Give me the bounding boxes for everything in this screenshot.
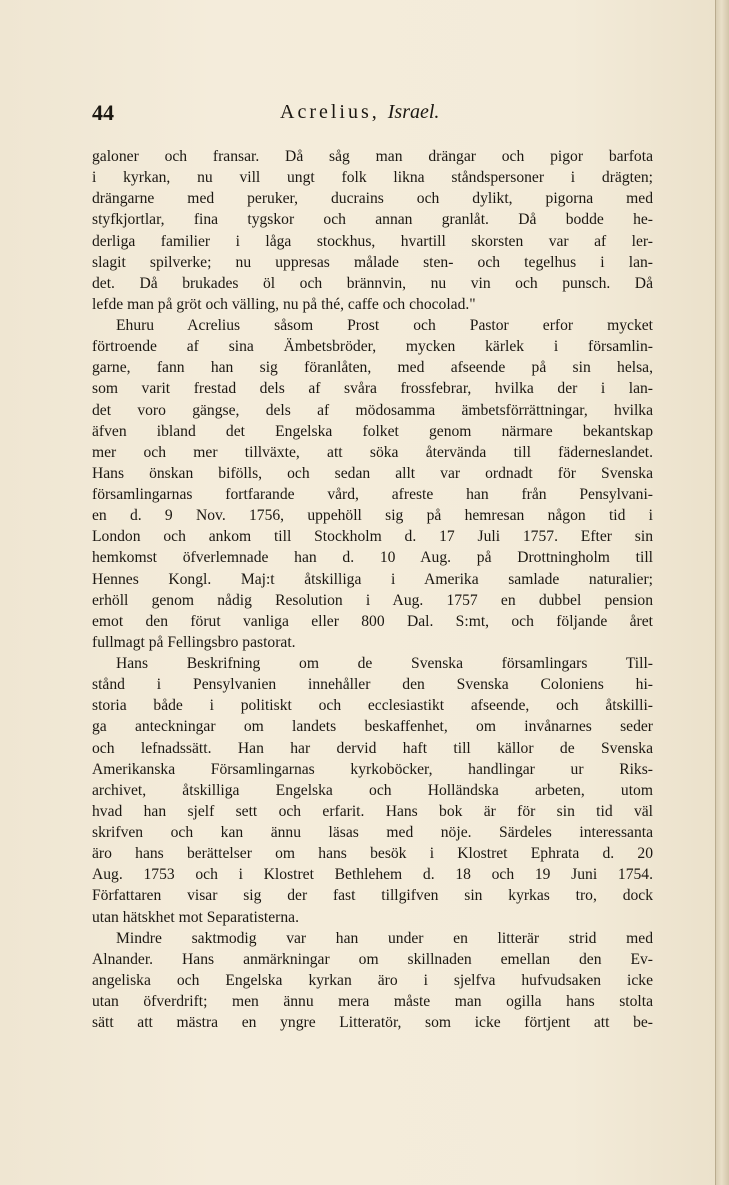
text-line: äro hans berättelser om hans besök i Klostret Ephrata d. 20 <box>92 845 653 863</box>
text-line: i kyrkan, nu vill ungt folk likna ståndspersoner i drägten; <box>92 169 653 187</box>
page-edge <box>715 0 729 1185</box>
text-line: Hennes Kongl. Maj:t åtskilliga i Amerika samlade naturalier; <box>92 570 653 588</box>
text-line: garne, fann han sig föranlåten, med afseende på sin helsa, <box>92 359 653 377</box>
text-line: förtroende af sina Ämbetsbröder, mycken kärlek i församlin- <box>92 338 653 356</box>
text-line: utan öfverdrift; men ännu mera måste man ogilla hans stolta <box>92 993 653 1010</box>
text-line: storia både i politiskt och ecclesiastikt afseende, och åtskilli- <box>92 697 653 715</box>
text-line: Ehuru Acrelius såsom Prost och Pastor erfor mycket <box>116 317 653 334</box>
text-line: London och ankom till Stockholm d. 17 Juli 1757. Efter sin <box>92 528 653 546</box>
text-line: äfven ibland det Engelska folket genom närmare bekantskap <box>92 422 653 440</box>
text-line: erhöll genom nådig Resolution i Aug. 1757 en dubbel pension <box>92 591 653 609</box>
text-line: en d. 9 Nov. 1756, uppehöll sig på hemresan någon tid i <box>92 507 653 525</box>
text-line: drängarne med peruker, ducrains och dylikt, pigorna med <box>92 190 653 208</box>
text-line: sätt att mästra en yngre Litteratör, som icke förtjent att be- <box>92 1014 653 1032</box>
text-line: församlingarnas fortfarande vård, afreste han från Pensylvani- <box>92 486 653 503</box>
text-line: utan hätskhet mot Separatisterna. <box>92 908 299 926</box>
page-number: 44 <box>92 100 114 125</box>
text-line: archivet, åtskilliga Engelska och Holländska arbeten, utom <box>92 781 653 799</box>
text-line: styfkjortlar, fina tygskor och annan granlåt. Då bodde he- <box>92 211 653 229</box>
text-line: skrifven och kan ännu läsas med nöje. Särdeles interessanta <box>92 824 653 841</box>
running-title-name: Acrelius, <box>280 101 380 123</box>
body-text <box>92 146 653 1033</box>
text-line: lefde man på gröt och välling, nu på thé, caffe och chocolad." <box>92 295 476 313</box>
text-line: angeliska och Engelska kyrkan äro i sjelfva hufvudsaken icke <box>92 971 653 989</box>
text-line: Mindre saktmodig var han under en litterär strid med <box>116 929 653 947</box>
text-line: hemkomst öfverlemnade han d. 10 Aug. på Drottningholm till <box>92 549 653 567</box>
text-line: och lefnadssätt. Han har dervid haft till källor de Svenska <box>92 739 653 757</box>
text-line: Författaren visar sig der fast tillgifven sin kyrkas tro, dock <box>92 887 653 905</box>
text-line: Hans önskan bifölls, och sedan allt var ordnadt för Svenska <box>92 464 653 482</box>
text-line: Alnander. Hans anmärkningar om skillnaden emellan den Ev- <box>92 950 653 968</box>
text-line: ga anteckningar om landets beskaffenhet, om invånarnes seder <box>92 718 653 736</box>
text-line: det voro gängse, dels af mödosamma ämbetsförrättningar, hvilka <box>92 401 653 419</box>
text-line: fullmagt på Fellingsbro pastorat. <box>92 633 296 651</box>
text-line: Aug. 1753 och i Klostret Bethlehem d. 18 och 19 Juni 1754. <box>92 866 653 884</box>
running-title <box>280 101 439 124</box>
text-line: Amerikanska Församlingarnas kyrkoböcker, handlingar ur Riks- <box>92 760 653 778</box>
text-line: derliga familier i låga stockhus, hvartill skorsten var af ler- <box>92 232 653 250</box>
running-title-italic: Israel. <box>387 101 440 123</box>
text-line: hvad han sjelf sett och erfarit. Hans bok är för sin tid väl <box>92 802 653 820</box>
text-line: emot den förut vanliga eller 800 Dal. S:mt, och följande året <box>92 612 653 630</box>
text-line: som varit frestad dels af svåra frossfebrar, hvilka der i lan- <box>92 380 653 398</box>
text-line: slagit spilverke; nu uppresas målade sten- och tegelhus i lan- <box>92 253 653 271</box>
page-header <box>92 100 652 126</box>
text-line: stånd i Pensylvanien innehåller den Svenska Coloniens hi- <box>92 676 653 694</box>
text-line: Hans Beskrifning om de Svenska församlingars Till- <box>116 655 653 672</box>
text-line: galoner och fransar. Då såg man drängar och pigor barfota <box>92 148 653 165</box>
text-line: mer och mer tillväxte, att söka återvända till fäderneslandet. <box>92 443 653 461</box>
text-line: det. Då brukades öl och brännvin, nu vin och punsch. Då <box>92 274 653 292</box>
